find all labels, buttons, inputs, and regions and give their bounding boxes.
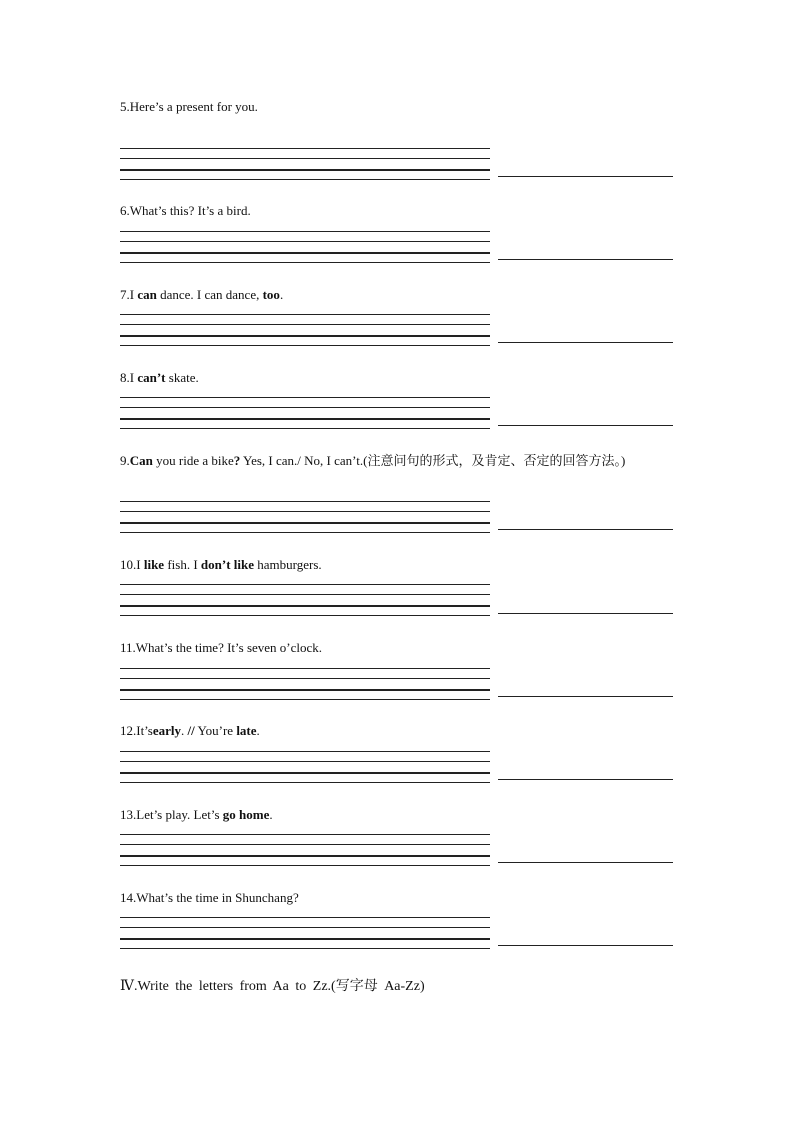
emphasis-text: can’t bbox=[137, 370, 166, 385]
answer-line[interactable] bbox=[498, 862, 673, 863]
exercise-prompt bbox=[120, 367, 674, 389]
prompt-text: 10.I bbox=[120, 557, 144, 572]
prompt-text: . bbox=[269, 807, 273, 822]
exercise-prompt bbox=[120, 804, 674, 826]
exercise-item-8 bbox=[120, 367, 674, 389]
answer-line[interactable] bbox=[498, 696, 673, 697]
prompt-text: 7.I bbox=[120, 287, 138, 302]
prompt-text: hamburgers. bbox=[254, 557, 322, 572]
exercise-prompt bbox=[120, 200, 674, 222]
exercise-prompt bbox=[120, 637, 674, 659]
four-line-writing-grid[interactable] bbox=[120, 231, 490, 263]
answer-line[interactable] bbox=[498, 259, 673, 260]
answer-line[interactable] bbox=[498, 613, 673, 614]
prompt-text: 13.Let’s play. Let’s bbox=[120, 807, 223, 822]
prompt-text: 14.What’s the time in Shunchang? bbox=[120, 890, 299, 905]
exercise-item-5 bbox=[120, 96, 674, 118]
emphasis-text: ? bbox=[233, 453, 241, 468]
prompt-text: 8.I bbox=[120, 370, 138, 385]
exercise-prompt bbox=[120, 96, 674, 118]
exercise-item-11 bbox=[120, 637, 674, 659]
exercise-prompt bbox=[120, 450, 674, 472]
answer-line[interactable] bbox=[498, 779, 673, 780]
prompt-text: 5.Here’s a present for you. bbox=[120, 99, 258, 114]
emphasis-text: Can bbox=[129, 453, 153, 468]
four-line-writing-grid[interactable] bbox=[120, 584, 490, 616]
four-line-writing-grid[interactable] bbox=[120, 397, 490, 429]
prompt-text: Yes, I can./ No, I can’t.(注意问句的形式，及肯定、否定的回答方法。) bbox=[240, 453, 626, 468]
prompt-text: . bbox=[181, 723, 188, 738]
exercise-item-7 bbox=[120, 284, 674, 306]
prompt-text: . bbox=[256, 723, 260, 738]
answer-line[interactable] bbox=[498, 529, 673, 530]
exercise-prompt bbox=[120, 284, 674, 306]
exercise-item-6 bbox=[120, 200, 674, 222]
emphasis-text: go home bbox=[222, 807, 270, 822]
answer-line[interactable] bbox=[498, 425, 673, 426]
answer-line[interactable] bbox=[498, 176, 673, 177]
four-line-writing-grid[interactable] bbox=[120, 751, 490, 783]
exercise-item-9 bbox=[120, 450, 674, 472]
prompt-text: fish. I bbox=[164, 557, 201, 572]
prompt-text: 9. bbox=[120, 453, 130, 468]
emphasis-text: // bbox=[187, 723, 195, 738]
emphasis-text: early bbox=[152, 723, 182, 738]
answer-line[interactable] bbox=[498, 945, 673, 946]
exercise-prompt bbox=[120, 887, 674, 909]
exercise-item-13 bbox=[120, 804, 674, 826]
prompt-text: dance. I can dance, bbox=[156, 287, 263, 302]
emphasis-text: don’t like bbox=[200, 557, 255, 572]
exercise-item-12 bbox=[120, 720, 674, 742]
exercise-prompt bbox=[120, 720, 674, 742]
four-line-writing-grid[interactable] bbox=[120, 917, 490, 949]
four-line-writing-grid[interactable] bbox=[120, 501, 490, 533]
four-line-writing-grid[interactable] bbox=[120, 148, 490, 180]
section-heading: Ⅳ.Write the letters from Aa to Zz.(写字母 Aa-Zz) bbox=[120, 979, 425, 994]
four-line-writing-grid[interactable] bbox=[120, 668, 490, 700]
exercise-item-10 bbox=[120, 554, 674, 576]
prompt-text: . bbox=[279, 287, 284, 302]
exercise-item-14 bbox=[120, 887, 674, 909]
emphasis-text: late bbox=[236, 723, 257, 738]
exercise-prompt bbox=[120, 554, 674, 576]
emphasis-text: like bbox=[143, 557, 165, 572]
prompt-text: You’re bbox=[194, 723, 237, 738]
four-line-writing-grid[interactable] bbox=[120, 834, 490, 866]
answer-line[interactable] bbox=[498, 342, 673, 343]
prompt-text: 12.It’s bbox=[120, 723, 153, 738]
prompt-text: you ride a bike bbox=[152, 453, 234, 468]
prompt-text: 6.What’s this? It’s a bird. bbox=[120, 203, 251, 218]
prompt-text: skate. bbox=[165, 370, 199, 385]
prompt-text: 11.What’s the time? It’s seven o’clock. bbox=[120, 640, 323, 655]
four-line-writing-grid[interactable] bbox=[120, 314, 490, 346]
emphasis-text: can bbox=[137, 287, 157, 302]
emphasis-text: too bbox=[262, 287, 280, 302]
